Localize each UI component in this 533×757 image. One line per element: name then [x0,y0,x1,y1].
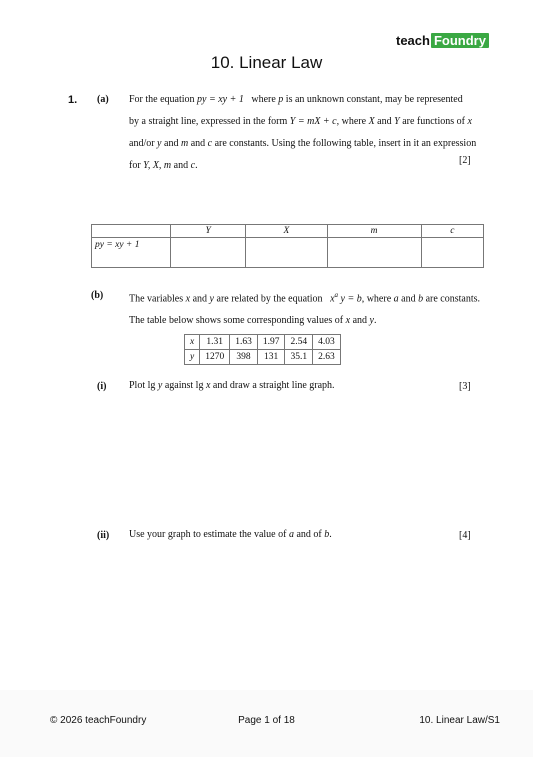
part-a-line-3: and/or y and m and c are constants. Using the following table, insert in it an expression [129,138,477,149]
part-b-i-text: Plot lg y against lg x and draw a straight line graph. [129,380,335,391]
table-a-corner-cell [92,225,171,238]
part-b-label: (b) [91,290,104,301]
table-a-answer-m[interactable] [327,238,421,268]
footer-page-number: Page 1 of 18 [238,715,295,726]
brand-logo [396,33,489,48]
data-table-b [184,334,341,365]
brand-logo-foundry: Foundry [431,33,489,48]
question-number: 1. [68,94,78,106]
table-b-x-value: 4.03 [313,335,341,350]
table-b-x-row [185,335,341,350]
table-b-y-value: 131 [257,350,285,365]
table-b-x-value: 1.31 [200,335,230,350]
part-b-ii-label: (ii) [97,530,110,541]
part-b-text [129,284,489,332]
part-a-marks: [2] [459,155,471,166]
part-a-line-1: For the equation py = xy + 1 where p is an unknown constant, may be represented [129,94,463,105]
table-a-header-x: X [246,225,327,238]
footer-copyright: © 2026 teachFoundry [50,715,147,726]
table-b-y-value: 2.63 [313,350,341,365]
part-b-i-label: (i) [97,381,107,392]
table-a-header-m: m [327,225,421,238]
part-a-text [129,89,479,177]
table-b-y-value: 1270 [200,350,230,365]
part-a-line-2: by a straight line, expressed in the form Y = mX + c, where X and Y are functions of x [129,116,472,127]
table-b-x-label: x [185,335,200,350]
part-a-label: (a) [97,94,109,105]
page-title: 10. Linear Law [210,53,323,72]
table-a-header-row [92,225,484,238]
table-a-row-label: py = xy + 1 [92,238,171,268]
table-a-header-y: Y [171,225,246,238]
brand-logo-teach: teach [396,33,430,48]
part-a-line-4: for Y, X, m and c. [129,160,198,171]
table-a-answer-c[interactable] [421,238,483,268]
answer-table-a [91,224,484,268]
table-b-y-value: 398 [230,350,258,365]
part-b-line-1: The variables x and y are related by the equation $x^a$ y = b, where a and b are constants. [129,291,481,305]
part-b-i-marks: [3] [459,381,471,392]
table-a-row [92,238,484,268]
table-b-y-value: 35.1 [285,350,313,365]
table-b-y-label: y [185,350,200,365]
table-b-x-value: 2.54 [285,335,313,350]
table-b-x-value: 1.97 [257,335,285,350]
part-b-ii-text: Use your graph to estimate the value of a and of b. [129,529,332,540]
table-b-x-value: 1.63 [230,335,258,350]
footer-reference: 10. Linear Law/S1 [419,715,500,726]
table-a-header-c: c [421,225,483,238]
table-b-y-row [185,350,341,365]
table-a-answer-x[interactable] [246,238,327,268]
table-a-answer-y[interactable] [171,238,246,268]
part-b-ii-marks: [4] [459,530,471,541]
part-b-line-2: The table below shows some corresponding values of x and y. [129,315,377,327]
